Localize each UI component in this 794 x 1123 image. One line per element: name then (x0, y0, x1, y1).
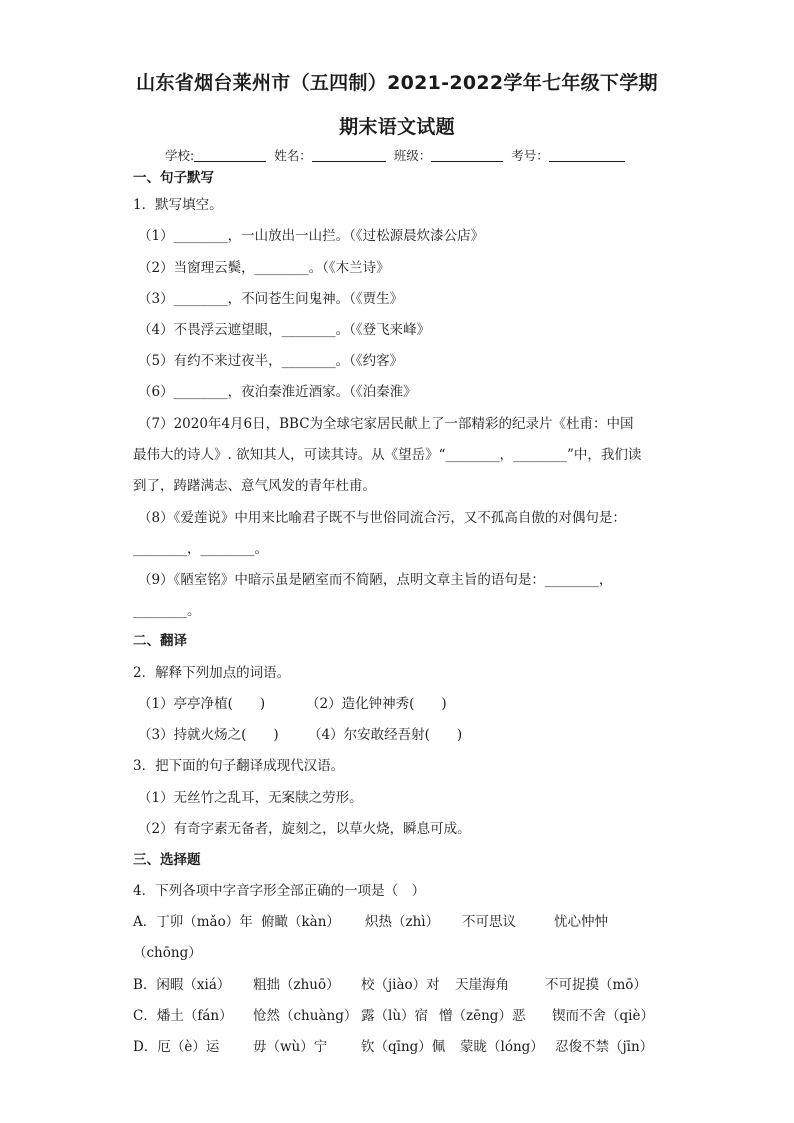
dictation-item: （1）________，一山放出一山拦。（《过松源晨炊漆公店》 (138, 228, 485, 244)
option-text: 不可思议 (462, 914, 516, 930)
option-text: 粗拙（zhuō） (253, 977, 340, 993)
option-text: D．厄（è）运 (133, 1039, 220, 1055)
exam-title-line1: 山东省烟台莱州市（五四制）2021-2022学年七年级下学期 (136, 72, 658, 94)
class-field[interactable] (431, 148, 503, 162)
option-text: 不可捉摸（mō） (545, 977, 647, 993)
exam-title-line2: 期末语文试题 (339, 116, 455, 138)
student-info-row (165, 146, 629, 164)
option-text: B．闲暇（xiá） (133, 977, 231, 993)
question-stem: 3．把下面的句子翻译成现代汉语。 (133, 758, 345, 774)
word-item: （3）持就火炀之( ) (138, 727, 279, 743)
dictation-item: ________。 (133, 603, 201, 619)
school-field[interactable] (194, 148, 266, 162)
dictation-item: （9）《陋室铭》中暗示虽是陋室而不简陋，点明文章主旨的语句是：________， (138, 572, 613, 588)
name-label: 姓名： (274, 148, 312, 163)
option-text: （chōng） (133, 945, 202, 961)
option-text: 钦（qīng）佩 (361, 1039, 446, 1055)
name-field[interactable] (312, 148, 386, 162)
question-stem: 4．下列各项中字音字形全部正确的一项是（ ） (133, 883, 426, 899)
question-stem: 1．默写填空。 (133, 197, 223, 213)
option-text: 天崖海角 (455, 977, 509, 993)
word-item: （2）造化钟神秀( ) (306, 696, 447, 712)
exam-no-field[interactable] (549, 148, 625, 162)
option-text: 炽热（zhì） (365, 914, 440, 930)
dictation-item: （8）《爱莲说》中用来比喻君子既不与世俗同流合污，又不孤高自傲的对偶句是： (138, 510, 626, 526)
question-stem: 2．解释下列加点的词语。 (133, 665, 291, 681)
option-text: 忍俊不禁（jīn） (555, 1039, 654, 1055)
section-heading-dictation: 一、句子默写 (133, 170, 214, 186)
option-text: 校（jiào）对 (361, 977, 440, 993)
option-text: C．燔土（fán） (133, 1008, 233, 1024)
dictation-item: （3）________，不问苍生问鬼神。（《贾生》 (138, 291, 404, 307)
option-text: 忧心忡忡 (554, 914, 608, 930)
word-item: （1）亭亭净植( ) (138, 696, 266, 712)
translation-item: （2）有奇字素无备者，旋刻之，以草火烧，瞬息可成。 (138, 821, 471, 837)
class-label: 班级： (393, 148, 432, 163)
translation-item: （1）无丝竹之乱耳，无案牍之劳形。 (138, 790, 363, 806)
dictation-item: （7）2020年4月6日，BBC为全球宅家居民献上了一部精彩的纪录片《杜甫：中国 (138, 416, 634, 432)
dictation-item: （6）________，夜泊秦淮近酒家。（《泊秦淮》 (138, 384, 417, 400)
option-text: 俯瞰（kàn） (261, 914, 340, 930)
option-text: 露（lù）宿 (361, 1008, 429, 1024)
section-heading-choice: 三、选择题 (133, 852, 201, 868)
option-text: 怆然（chuàng） (253, 1008, 358, 1024)
school-label: 学校: (165, 148, 195, 163)
option-text: 蒙眬（lóng） (460, 1039, 544, 1055)
dictation-item: 到了，踌躇满志、意气风发的青年杜甫。 (133, 478, 376, 494)
dictation-item: 最伟大的诗人》. 欲知其人，可读其诗。从《望岳》“________，________”中，我们读 (133, 447, 642, 463)
dictation-item: （5）有约不来过夜半，________。（《约客》 (138, 353, 404, 369)
dictation-item: ________，________。 (133, 541, 268, 557)
section-heading-translation: 二、翻译 (133, 633, 187, 649)
dictation-item: （2）当窗理云鬓，________。（《木兰诗》 (138, 260, 390, 276)
option-text: A．丁卯（mǎo）年 (133, 914, 253, 930)
word-item: （4）尔安敢经吾射( ) (308, 727, 463, 743)
option-text: 锲而不舍（qiè） (552, 1008, 654, 1024)
option-text: 毋（wù）宁 (253, 1039, 328, 1055)
option-text: 憎（zēng）恶 (439, 1008, 526, 1024)
exam-no-label: 考号： (511, 148, 549, 163)
dictation-item: （4）不畏浮云遮望眼，________。（《登飞来峰》 (138, 322, 431, 338)
